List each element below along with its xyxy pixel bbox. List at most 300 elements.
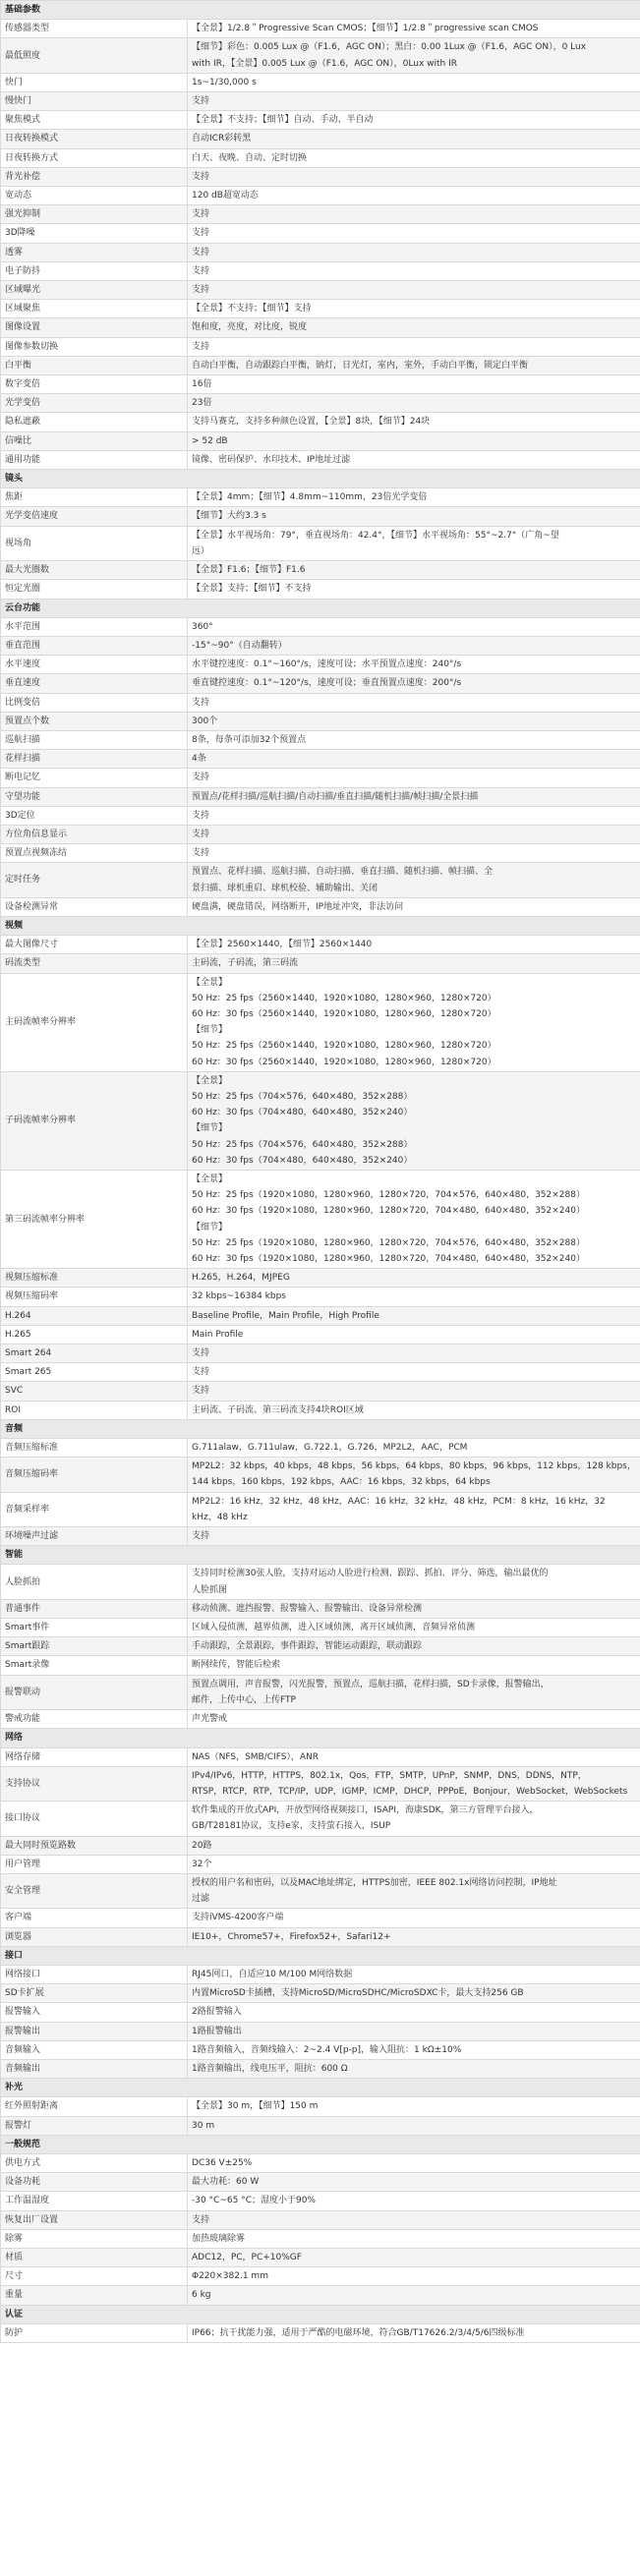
spec-value [188, 450, 640, 469]
spec-label: 人脸抓拍 [1, 1565, 188, 1599]
spec-row [1, 1401, 640, 1419]
spec-value [188, 1325, 640, 1344]
spec-row [1, 1345, 640, 1363]
spec-value [188, 224, 640, 243]
spec-label: 最大光圈数 [1, 561, 188, 580]
spec-value-line: 预置点、花样扫描、巡航扫描、自动扫描、垂直扫描、随机扫描、帧扫描、全 [192, 867, 494, 878]
spec-value-line: 【全景】水平视场角：79°，垂直视场角：42.4°，【细节】水平视场角：55°~2.7°（广角~望 [192, 530, 559, 541]
spec-row [1, 2267, 640, 2286]
spec-row [1, 580, 640, 599]
spec-row [1, 300, 640, 318]
spec-value-line: 饱和度，亮度，对比度，锐度 [192, 322, 308, 333]
section-header [1, 2135, 640, 2153]
spec-label: 图像设置 [1, 318, 188, 337]
spec-row [1, 1363, 640, 1382]
spec-label: 垂直速度 [1, 674, 188, 693]
spec-value-line: 声光警戒 [192, 1714, 228, 1725]
spec-label: 重量 [1, 2286, 188, 2305]
spec-value-line: 【细节】 [192, 1123, 228, 1134]
spec-value-line: 主码流、子码流、第三码流支持4块ROI区域 [192, 1404, 364, 1415]
spec-row [1, 561, 640, 580]
spec-value-line: 【细节】彩色：0.005 Lux @（F1.6，AGC ON）；黑白：0.00 1Lux @（F1.6，AGC ON），0 Lux [192, 42, 587, 53]
spec-value-line: 人脸抓图 [192, 1584, 228, 1595]
spec-value-line: ADC12，PC，PC+10%GF [192, 2252, 302, 2262]
spec-value-line: 自动白平衡，自动跟踪白平衡，钠灯，日光灯，室内，室外，手动白平衡，锁定白平衡 [192, 360, 529, 371]
spec-value-line: NAS（NFS，SMB/CIFS），ANR [192, 1751, 320, 1762]
section-header [1, 2305, 640, 2323]
spec-value-line: 支持 [192, 341, 210, 352]
spec-value-line: 支持 [192, 810, 210, 821]
spec-value [188, 2248, 640, 2266]
spec-value [188, 2210, 640, 2229]
spec-label: Smart录像 [1, 1656, 188, 1675]
spec-label: 音频采样率 [1, 1492, 188, 1526]
spec-label: 用户管理 [1, 1855, 188, 1873]
spec-row [1, 973, 640, 1071]
spec-value-line: 【细节】 [192, 1025, 228, 1036]
spec-label: 快门 [1, 73, 188, 91]
spec-row [1, 1855, 640, 1873]
spec-label: 设备检测异常 [1, 897, 188, 916]
spec-row [1, 394, 640, 413]
spec-row [1, 693, 640, 712]
spec-row [1, 825, 640, 843]
spec-value-line: 1s~1/30,000 s [192, 77, 257, 87]
spec-label: 图像参数切换 [1, 337, 188, 356]
spec-label: 主码流帧率分辨率 [1, 973, 188, 1071]
spec-value-line: 50 Hz：25 fps（2560×1440，1920×1080，1280×960，1280×720） [192, 1041, 496, 1052]
section-title: 视频 [1, 916, 640, 935]
spec-value-line: 60 Hz：30 fps（704×480，640×480，352×240） [192, 1108, 413, 1118]
spec-table-body [1, 1, 640, 2343]
section-title: 一般规范 [1, 2135, 640, 2153]
section-header [1, 599, 640, 617]
spec-label: 音频压缩码率 [1, 1458, 188, 1492]
spec-label: 电子防抖 [1, 261, 188, 280]
spec-value-line: 144 kbps，160 kbps，192 kbps，AAC：16 kbps，32 kbps，64 kbps [192, 1477, 491, 1488]
spec-label: 浏览器 [1, 1927, 188, 1946]
spec-label: 设备功耗 [1, 2173, 188, 2192]
spec-value-line: 【全景】不支持；【细节】自动、手动、半自动 [192, 115, 374, 126]
spec-value [188, 1269, 640, 1288]
spec-label: 子码流帧率分辨率 [1, 1071, 188, 1170]
spec-value [188, 1439, 640, 1458]
spec-value [188, 1363, 640, 1382]
section-title: 基础参数 [1, 1, 640, 20]
spec-row [1, 1071, 640, 1170]
spec-row [1, 1927, 640, 1946]
spec-value-line: MP2L2：16 kHz，32 kHz，48 kHz，AAC：16 kHz，32 kHz，48 kHz，PCM：8 kHz，16 kHz，32 [192, 1496, 606, 1507]
spec-label: 视频压缩标准 [1, 1269, 188, 1288]
spec-value-line: 支持 [192, 285, 210, 296]
spec-label: 音频压缩标准 [1, 1439, 188, 1458]
spec-value-line: 手动跟踪，全景跟踪，事件跟踪，智能运动跟踪，联动跟踪 [192, 1641, 423, 1652]
spec-value-line: 360° [192, 621, 213, 632]
spec-value-line: 自动ICR彩转黑 [192, 134, 252, 144]
spec-label: 支持协议 [1, 1766, 188, 1801]
spec-row [1, 844, 640, 863]
spec-row [1, 1747, 640, 1766]
spec-value-line: IPv4/IPv6，HTTP，HTTPS，802.1x，Qos，FTP，SMTP，UPnP，SNMP，DNS，DDNS，NTP， [192, 1770, 587, 1781]
spec-value [188, 844, 640, 863]
spec-value [188, 1965, 640, 1983]
spec-label: 接口协议 [1, 1802, 188, 1836]
spec-value-line: 主码流，子码流，第三码流 [192, 958, 299, 969]
spec-row [1, 750, 640, 769]
spec-value [188, 897, 640, 916]
spec-label: 强光抑制 [1, 205, 188, 224]
spec-value-line: 4条 [192, 754, 206, 765]
spec-value [188, 507, 640, 526]
spec-row [1, 1619, 640, 1637]
spec-value-line: -30 °C~65 °C；湿度小于90% [192, 2196, 316, 2206]
spec-row [1, 92, 640, 111]
spec-value [188, 1836, 640, 1855]
spec-label: Smart事件 [1, 1619, 188, 1637]
spec-value-line: 支持 [192, 1531, 210, 1542]
spec-label: 最大图像尺寸 [1, 936, 188, 954]
spec-value-line: 60 Hz：30 fps（2560×1440，1920×1080，1280×960，1280×720） [192, 1008, 496, 1019]
spec-value-line: RJ45网口，自适应10 M/100 M网络数据 [192, 1969, 353, 1979]
spec-value-line: 支持 [192, 773, 210, 783]
spec-label: 普通事件 [1, 1599, 188, 1618]
spec-row [1, 20, 640, 38]
spec-value-line: 【全景】支持；【细节】不支持 [192, 584, 312, 595]
spec-value [188, 167, 640, 186]
spec-value-line: 镜像、密码保护、水印技术、IP地址过滤 [192, 454, 351, 465]
spec-row [1, 1909, 640, 1927]
spec-row [1, 1766, 640, 1801]
spec-value-line: RTSP，RTCP，RTP，TCP/IP，UDP，IGMP，ICMP，DHCP，PPPoE，Bonjour，WebSocket，WebSockets [192, 1786, 628, 1797]
spec-value [188, 1565, 640, 1599]
spec-value-line: 16倍 [192, 379, 212, 390]
spec-label: 预置点个数 [1, 712, 188, 730]
spec-label: 白平衡 [1, 356, 188, 374]
section-title: 云台功能 [1, 599, 640, 617]
section-header [1, 1946, 640, 1965]
spec-value-line: 断网续传，智能后检索 [192, 1660, 281, 1671]
spec-value-line: 60 Hz：30 fps（1920×1080，1280×960，1280×720，704×480，640×480，352×240） [192, 1254, 585, 1265]
spec-label: 视场角 [1, 526, 188, 560]
spec-row [1, 2192, 640, 2210]
spec-value-line: 50 Hz：25 fps（1920×1080，1280×960，1280×720，704×576，640×480，352×288） [192, 1237, 585, 1248]
spec-value [188, 2229, 640, 2248]
spec-row [1, 261, 640, 280]
spec-value [188, 1345, 640, 1363]
spec-value [188, 617, 640, 636]
spec-value-line: Baseline Profile，Main Profile，High Profile [192, 1310, 379, 1321]
spec-row [1, 337, 640, 356]
spec-label: 传感器类型 [1, 20, 188, 38]
spec-value [188, 1637, 640, 1656]
spec-row [1, 712, 640, 730]
spec-label: 比例变倍 [1, 693, 188, 712]
spec-value [188, 1766, 640, 1801]
spec-value [188, 300, 640, 318]
spec-value [188, 2059, 640, 2078]
spec-row [1, 2286, 640, 2305]
spec-value-line: 50 Hz：25 fps（2560×1440，1920×1080，1280×960，1280×720） [192, 993, 496, 1003]
spec-label: 最大同时预览路数 [1, 1836, 188, 1855]
spec-value-line: 水平键控速度：0.1°~160°/s，速度可设；水平预置点速度：240°/s [192, 659, 462, 670]
spec-row [1, 526, 640, 560]
spec-label: 环境噪声过滤 [1, 1527, 188, 1546]
spec-label: 方位角信息显示 [1, 825, 188, 843]
spec-value-line: 【全景】 [192, 977, 228, 988]
spec-row [1, 431, 640, 450]
spec-label: 日夜转换方式 [1, 148, 188, 167]
spec-value-line: 授权的用户名和密码，以及MAC地址绑定，HTTPS加密，IEEE 802.1x网络访问控制，IP地址 [192, 1877, 557, 1888]
spec-value-line: 加热玻璃除雾 [192, 2233, 246, 2244]
spec-value-line: 支持 [192, 96, 210, 107]
spec-row [1, 413, 640, 431]
spec-value-line: 23倍 [192, 398, 212, 409]
spec-value [188, 1909, 640, 1927]
spec-label: 背光补偿 [1, 167, 188, 186]
spec-label: Smart 264 [1, 1345, 188, 1363]
spec-label: 警戒功能 [1, 1710, 188, 1729]
spec-row [1, 1269, 640, 1288]
spec-value-line: H.265，H.264，MJPEG [192, 1273, 290, 1284]
section-header [1, 1546, 640, 1565]
spec-value-line: 白天、夜晚、自动、定时切换 [192, 152, 308, 163]
spec-value-line: 过滤 [192, 1894, 210, 1905]
spec-value-line: G.711alaw，G.711ulaw，G.722.1，G.726，MP2L2，AAC，PCM [192, 1443, 468, 1454]
spec-row [1, 1492, 640, 1526]
spec-value [188, 674, 640, 693]
spec-row [1, 111, 640, 130]
spec-row [1, 1288, 640, 1306]
spec-label: 尺寸 [1, 2267, 188, 2286]
spec-row [1, 507, 640, 526]
spec-label: 预置点视频冻结 [1, 844, 188, 863]
spec-value-line: 支持 [192, 209, 210, 220]
section-title: 镜头 [1, 470, 640, 488]
spec-row [1, 1439, 640, 1458]
spec-value [188, 2153, 640, 2172]
spec-row [1, 1802, 640, 1836]
spec-value [188, 111, 640, 130]
spec-value [188, 526, 640, 560]
spec-row [1, 863, 640, 897]
spec-row [1, 73, 640, 91]
spec-row [1, 450, 640, 469]
spec-row [1, 769, 640, 787]
spec-value-line: 1路音频输出，线电压平，阻抗：600 Ω [192, 2063, 348, 2074]
spec-row [1, 2116, 640, 2135]
spec-row [1, 2059, 640, 2078]
spec-label: 网络存储 [1, 1747, 188, 1766]
spec-value [188, 936, 640, 954]
spec-value-line: 50 Hz：25 fps（704×576，640×480，352×288） [192, 1139, 413, 1150]
spec-value [188, 2323, 640, 2342]
spec-value-line: 【细节】大约3.3 s [192, 511, 266, 522]
spec-row [1, 1675, 640, 1709]
section-title: 网络 [1, 1729, 640, 1747]
spec-value-line: 32个 [192, 1859, 212, 1869]
spec-row [1, 1599, 640, 1618]
spec-value-line: 支持 [192, 1367, 210, 1378]
spec-value-line: 垂直键控速度：0.1°~120°/s，速度可设；垂直预置点速度：200°/s [192, 678, 462, 689]
spec-value-line: 支持 [192, 247, 210, 258]
spec-value [188, 375, 640, 394]
spec-value-line: 支持 [192, 1348, 210, 1359]
spec-value-line: > 52 dB [192, 435, 228, 446]
spec-value-line: 【全景】不支持；【细节】支持 [192, 304, 312, 315]
spec-label: H.265 [1, 1325, 188, 1344]
spec-row [1, 2003, 640, 2022]
section-header [1, 2079, 640, 2097]
spec-value-line: 景扫描、球机重启、球机校验、辅助输出、关闭 [192, 883, 378, 893]
spec-label: 断电记忆 [1, 769, 188, 787]
spec-value-line: 【全景】 [192, 1174, 228, 1184]
spec-value [188, 1619, 640, 1637]
spec-label: 材质 [1, 2248, 188, 2266]
spec-label: 网络接口 [1, 1965, 188, 1983]
spec-label: 报警联动 [1, 1675, 188, 1709]
spec-value [188, 431, 640, 450]
spec-label: 视频压缩码率 [1, 1288, 188, 1306]
spec-label: SVC [1, 1382, 188, 1401]
spec-value-line: 50 Hz：25 fps（704×576，640×480，352×288） [192, 1091, 413, 1102]
spec-row [1, 1565, 640, 1599]
spec-label: 工作温湿度 [1, 2192, 188, 2210]
spec-label: 聚焦模式 [1, 111, 188, 130]
spec-label: 隐私遮蔽 [1, 413, 188, 431]
spec-value-line: 【细节】 [192, 1222, 228, 1232]
spec-value [188, 2286, 640, 2305]
spec-row [1, 1306, 640, 1325]
spec-value-line: 1路音频输入，音频线输入：2~2.4 V[p-p]，输入阻抗：1 kΩ±10% [192, 2044, 462, 2055]
spec-value-line: 300个 [192, 716, 218, 726]
spec-value-line: 硬盘满，硬盘错误，网络断开，IP地址冲突，非法访问 [192, 901, 404, 912]
spec-label: 3D降噪 [1, 224, 188, 243]
spec-value-line: 6 kg [192, 2290, 211, 2301]
spec-row [1, 1710, 640, 1729]
spec-value-line: 20路 [192, 1840, 212, 1851]
spec-label: 透雾 [1, 243, 188, 261]
spec-value [188, 769, 640, 787]
spec-label: 最低照度 [1, 38, 188, 73]
spec-row [1, 897, 640, 916]
spec-value [188, 261, 640, 280]
spec-value [188, 73, 640, 91]
spec-value-line: GB/T28181协议，支持e家，支持萤石接入，ISUP [192, 1821, 391, 1832]
spec-label: 防护 [1, 2323, 188, 2342]
spec-value [188, 787, 640, 806]
spec-row [1, 1458, 640, 1492]
spec-label: 宽动态 [1, 187, 188, 205]
spec-label: 第三码流帧率分辨率 [1, 1171, 188, 1269]
spec-label: 报警灯 [1, 2116, 188, 2135]
spec-row [1, 636, 640, 655]
spec-value-line: 支持iVMS-4200客户端 [192, 1913, 284, 1923]
section-header [1, 1, 640, 20]
spec-value [188, 2173, 640, 2192]
spec-value-line: 支持 [192, 697, 210, 708]
spec-row [1, 187, 640, 205]
spec-value [188, 20, 640, 38]
spec-label: Smart跟踪 [1, 1637, 188, 1656]
spec-value [188, 561, 640, 580]
spec-label: 通用功能 [1, 450, 188, 469]
section-title: 补光 [1, 2079, 640, 2097]
spec-row [1, 2323, 640, 2342]
spec-value [188, 130, 640, 148]
spec-value-line: 远） [192, 545, 210, 556]
spec-value-line: 支持 [192, 228, 210, 239]
spec-row [1, 224, 640, 243]
spec-label: 恒定光圈 [1, 580, 188, 599]
spec-row [1, 730, 640, 749]
spec-label: 3D定位 [1, 806, 188, 825]
spec-value-line: 支持马赛克，支持多种颜色设置，【全景】8块，【细节】24块 [192, 417, 431, 428]
spec-value [188, 1675, 640, 1709]
section-header [1, 1419, 640, 1438]
spec-value-line: 支持 [192, 848, 210, 859]
spec-value-line: 内置MicroSD卡插槽，支持MicroSD/MicroSDHC/MicroSDXC卡，最大支持256 GB [192, 1988, 524, 1999]
spec-value [188, 2097, 640, 2116]
spec-row [1, 38, 640, 73]
spec-label: 垂直范围 [1, 636, 188, 655]
spec-value [188, 1492, 640, 1526]
spec-label: Smart 265 [1, 1363, 188, 1382]
spec-label: 水平范围 [1, 617, 188, 636]
spec-row [1, 2153, 640, 2172]
spec-value [188, 1458, 640, 1492]
spec-label: 除雾 [1, 2229, 188, 2248]
spec-value-line: MP2L2：32 kbps，40 kbps，48 kbps，56 kbps，64 kbps，80 kbps，96 kbps，112 kbps，128 kbps， [192, 1461, 636, 1472]
spec-value-line: 支持 [192, 265, 210, 276]
spec-value-line: 50 Hz：25 fps（1920×1080，1280×960，1280×720，704×576，640×480，352×288） [192, 1190, 585, 1201]
spec-value [188, 488, 640, 507]
spec-label: 信噪比 [1, 431, 188, 450]
spec-row [1, 2022, 640, 2040]
spec-label: 恢复出厂设置 [1, 2210, 188, 2229]
spec-row [1, 1171, 640, 1269]
spec-value-line: IP66；抗干扰能力强，适用于严酷的电磁环境，符合GB/T17626.2/3/4/5/6四级标准 [192, 2327, 525, 2338]
spec-value [188, 281, 640, 300]
spec-value [188, 1306, 640, 1325]
spec-label: 码流类型 [1, 954, 188, 973]
section-title: 认证 [1, 2305, 640, 2323]
spec-value [188, 2267, 640, 2286]
spec-label: 安全管理 [1, 1873, 188, 1908]
spec-label: ROI [1, 1401, 188, 1419]
spec-value-line: Φ220×382.1 mm [192, 2271, 268, 2282]
spec-value-line: -15°~90°（自动翻转） [192, 640, 287, 651]
spec-value-line: 支持同时检测30张人脸，支持对运动人脸进行检测、跟踪、抓拍、评分、筛选，输出最优的 [192, 1569, 549, 1579]
spec-value-line: 支持 [192, 1386, 210, 1397]
spec-value [188, 92, 640, 111]
spec-value-line: 【全景】1/2.8＂Progressive Scan CMOS；【细节】1/2.8＂progressive scan CMOS [192, 24, 539, 34]
spec-value [188, 1401, 640, 1419]
section-title: 智能 [1, 1546, 640, 1565]
spec-row [1, 1637, 640, 1656]
spec-value [188, 954, 640, 973]
spec-label: 报警输出 [1, 2022, 188, 2040]
spec-label: 光学变倍速度 [1, 507, 188, 526]
spec-label: 客户端 [1, 1909, 188, 1927]
spec-row [1, 2097, 640, 2116]
spec-value-line: 60 Hz：30 fps（704×480，640×480，352×240） [192, 1155, 413, 1166]
spec-value [188, 1984, 640, 2003]
spec-label: 花样扫描 [1, 750, 188, 769]
spec-row [1, 205, 640, 224]
section-header [1, 1729, 640, 1747]
spec-value-line: 支持 [192, 171, 210, 182]
spec-row [1, 243, 640, 261]
